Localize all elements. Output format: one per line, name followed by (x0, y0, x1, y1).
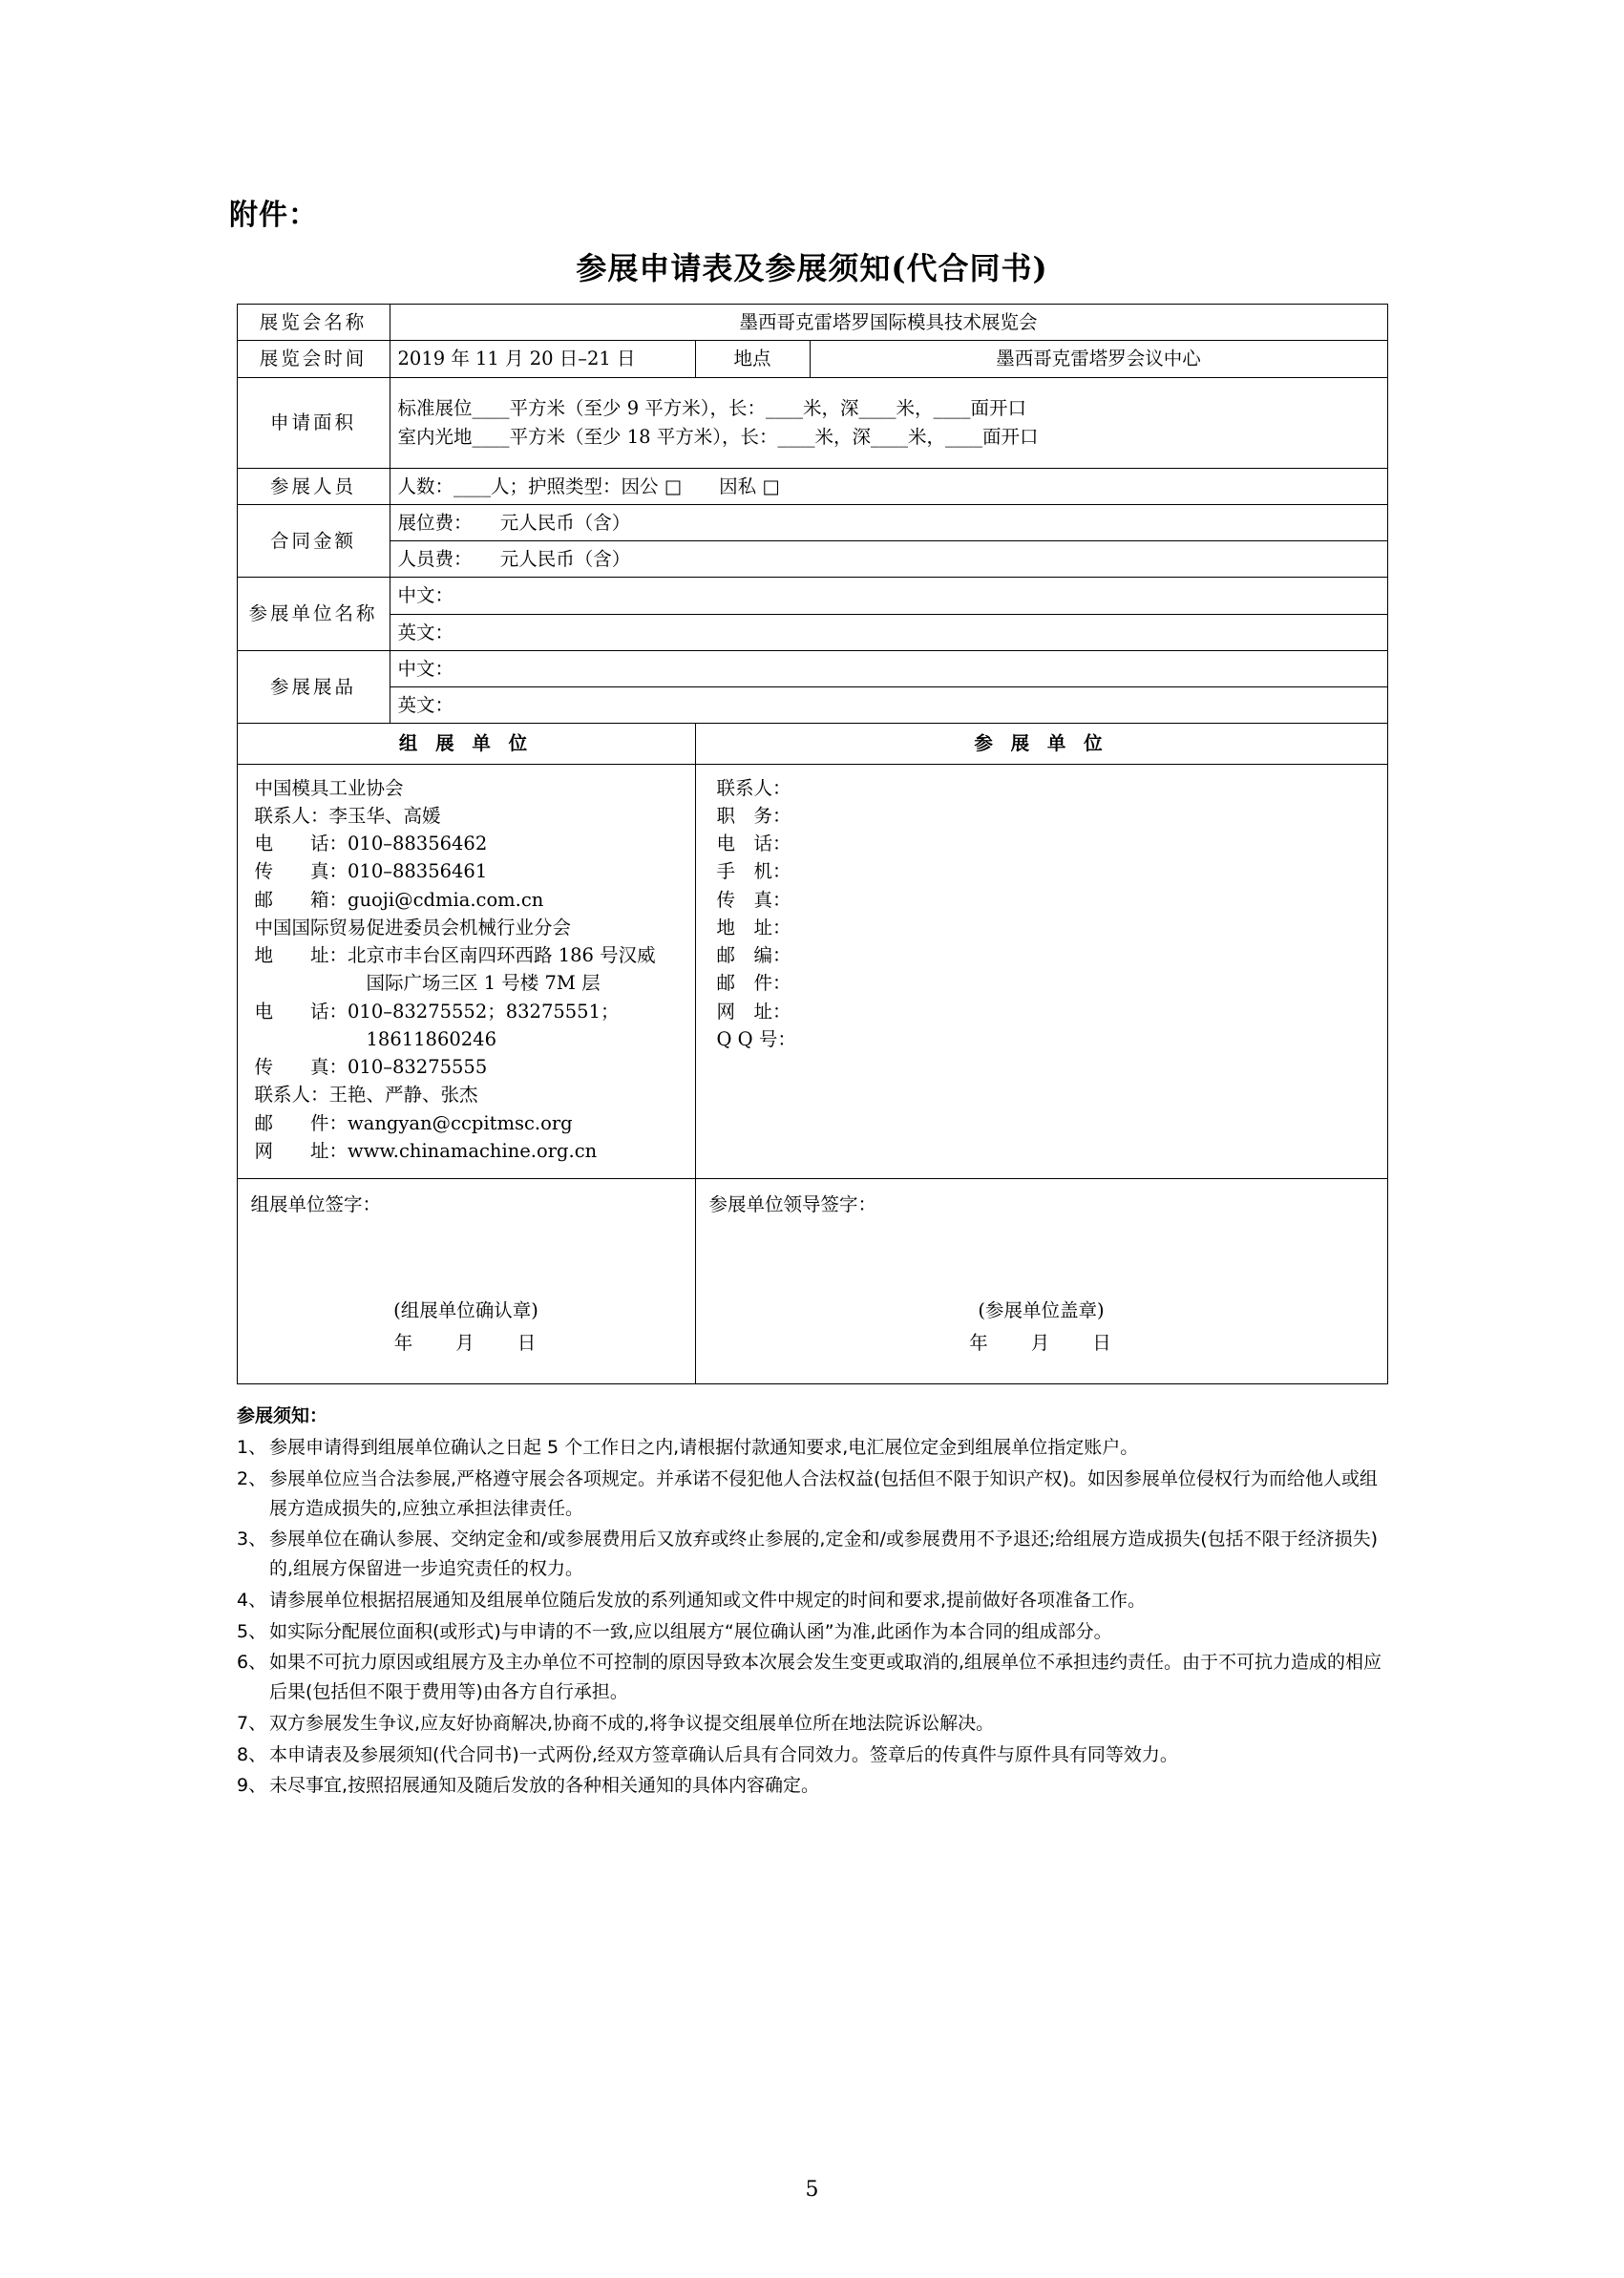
notice-item-number: 1、 (237, 1437, 267, 1458)
exhibitor-field-qq: Q Q 号： (716, 1027, 796, 1050)
organizer-line: 联系人：王艳、严静、张杰 (254, 1084, 478, 1107)
organizer-line: 电 话：010–83275552；83275551； (254, 1000, 620, 1023)
organizer-line: 传 真：010–88356461 (254, 860, 488, 883)
expo-time-value: 2019 年 11 月 20 日–21 日 (390, 341, 695, 377)
exhibitor-field-zip: 邮 编： (716, 944, 791, 966)
organizer-line: 邮 箱：guoji@cdmia.com.cn (254, 888, 544, 911)
notice-item-text: 参展申请得到组展单位确认之日起 5 个工作日之内,请根据付款通知要求,电汇展位定金到组展单位指定账户。 (269, 1437, 1139, 1458)
exhibitor-field-title: 职 务： (716, 804, 791, 827)
exhibitor-section-header: 参 展 单 位 (695, 724, 1387, 764)
notice-item-text: 参展单位应当合法参展,严格遵守展会各项规定。并承诺不侵犯他人合法权益(包括但不限于知识产权)。如因参展单位侵权行为而给他人或组展方造成损失的,应独立承担法律责任。 (269, 1467, 1378, 1519)
exhibitor-fields-block (695, 764, 1387, 1179)
table-row (237, 504, 1387, 540)
exhibit-en: 英文： (390, 687, 1387, 724)
unit-name-label: 参展单位名称 (237, 578, 390, 651)
organizer-line: 网 址：www.chinamachine.org.cn (254, 1139, 598, 1162)
notice-item (237, 1648, 1387, 1707)
attendees-label: 参展人员 (237, 468, 390, 504)
notice-item-number: 6、 (237, 1652, 267, 1674)
organizer-line: 联系人：李玉华、高媛 (254, 804, 441, 827)
exhibitor-date-line: 年 月 日 (969, 1331, 1113, 1354)
notice-item-number: 8、 (237, 1743, 267, 1765)
notice-item-text: 如实际分配展位面积(或形式)与申请的不一致,应以组展方“展位确认函”为准,此函作为本合同的组成部分。 (269, 1620, 1112, 1642)
unit-name-en: 英文： (390, 614, 1387, 650)
organizer-line: 中国国际贸易促进委员会机械行业分会 (254, 916, 572, 939)
attendees-value: 人数：____人；护照类型：因公 □ 因私 □ (390, 468, 1387, 504)
exhibitor-field-contact: 联系人： (716, 776, 791, 799)
attachment-label: 附件： (229, 199, 318, 232)
notice-item (237, 1617, 1387, 1647)
organizer-seal-label: (组展单位确认章) (393, 1299, 538, 1322)
apply-area-value (390, 377, 1387, 468)
notice-item (237, 1740, 1387, 1770)
expo-place-value: 墨西哥克雷塔罗会议中心 (810, 341, 1387, 377)
notice-item-text: 双方参展发生争议,应友好协商解决,协商不成的,将争议提交组展单位所在地法院诉讼解决。 (269, 1712, 995, 1734)
notice-item-text: 未尽事宜,按照招展通知及随后发放的各种相关通知的具体内容确定。 (269, 1775, 820, 1797)
organizer-line: 电 话：010–88356462 (254, 833, 488, 854)
exhibitor-seal-label: (参展单位盖章) (978, 1299, 1105, 1322)
notice-item-text: 如果不可抗力原因或组展方及主办单位不可控制的原因导致本次展会发生变更或取消的,组展单位不承担违约责任。由于不可抗力造成的相应后果(包括但不限于费用等)由各方自行承担。 (269, 1652, 1382, 1703)
table-row (237, 578, 1387, 614)
table-row (237, 764, 1387, 1179)
notice-item (237, 1433, 1387, 1463)
notice-item-number: 9、 (237, 1775, 267, 1797)
organizer-contact-block (237, 764, 695, 1179)
expo-name-label: 展览会名称 (237, 305, 390, 341)
table-row (237, 1179, 1387, 1384)
organizer-date-line: 年 月 日 (393, 1331, 538, 1354)
exhibit-label: 参展展品 (237, 650, 390, 724)
organizer-line: 18611860246 (254, 1027, 496, 1050)
exhibitor-field-email: 邮 件： (716, 972, 791, 995)
table-row (237, 724, 1387, 764)
notice-item (237, 1771, 1387, 1801)
exhibitor-field-mobile: 手 机： (716, 860, 791, 883)
organizer-line: 传 真：010–83275555 (254, 1056, 488, 1078)
exhibitor-field-fax: 传 真： (716, 888, 791, 911)
notice-item-number: 2、 (237, 1467, 267, 1489)
page-number: 5 (805, 2178, 819, 2202)
exhibitor-field-website: 网 址： (716, 1000, 791, 1023)
notice-item-number: 5、 (237, 1620, 267, 1642)
organizer-signature-cell (237, 1179, 695, 1384)
organizer-line: 国际广场三区 1 号楼 7M 层 (254, 972, 601, 995)
notice-title: 参展须知： (237, 1405, 328, 1426)
table-row (237, 541, 1387, 578)
notice-item-text: 参展单位在确认参展、交纳定金和/或参展费用后又放弃或终止参展的,定金和/或参展费用不予退还;给组展方造成损失(包括不限于经济损失)的,组展方保留进一步追究责任的权力。 (269, 1529, 1379, 1580)
organizer-section-header: 组 展 单 位 (237, 724, 695, 764)
booth-fee-value: 展位费： 元人民币（含） (390, 504, 1387, 540)
notice-item (237, 1709, 1387, 1739)
table-row (237, 305, 1387, 341)
contract-amount-label: 合同金额 (237, 504, 390, 578)
notice-item (237, 1525, 1387, 1584)
table-row (237, 614, 1387, 650)
exhibit-cn: 中文： (390, 650, 1387, 686)
notice-item-number: 4、 (237, 1589, 267, 1611)
expo-place-label: 地点 (695, 341, 810, 377)
table-row (237, 341, 1387, 377)
notice-item-text: 本申请表及参展须知(代合同书)一式两份,经双方签章确认后具有合同效力。签章后的传真件与原件具有同等效力。 (269, 1743, 1178, 1765)
expo-time-label: 展览会时间 (237, 341, 390, 377)
table-row (237, 468, 1387, 504)
notice-item-number: 7、 (237, 1712, 267, 1734)
table-row (237, 650, 1387, 686)
notice-item-text: 请参展单位根据招展通知及组展单位随后发放的系列通知或文件中规定的时间和要求,提前做好各项准备工作。 (269, 1589, 1147, 1611)
notice-item-number: 3、 (237, 1529, 267, 1550)
notice-item (237, 1586, 1387, 1615)
apply-area-line-raw: 室内光地____平方米（至少 18 平方米），长：____米，深____米，____面开口 (397, 425, 1039, 448)
table-row (237, 377, 1387, 468)
unit-name-cn: 中文： (390, 578, 1387, 614)
page-title: 参展申请表及参展须知(代合同书) (576, 250, 1048, 286)
apply-area-label: 申请面积 (237, 377, 390, 468)
application-form-table (237, 304, 1388, 1384)
person-fee-value: 人员费： 元人民币（含） (390, 541, 1387, 578)
notice-section (237, 1402, 1387, 1801)
organizer-line: 邮 件：wangyan@ccpitmsc.org (254, 1111, 573, 1134)
exhibitor-signature-cell (695, 1179, 1387, 1384)
organizer-line: 中国模具工业协会 (254, 776, 404, 799)
notice-item (237, 1465, 1387, 1524)
expo-name-value: 墨西哥克雷塔罗国际模具技术展览会 (390, 305, 1387, 341)
apply-area-line-standard: 标准展位____平方米（至少 9 平方米），长：____米，深____米，____面开口 (397, 397, 1027, 420)
exhibitor-field-phone: 电 话： (716, 833, 791, 854)
organizer-signature-label: 组展单位签字： (250, 1193, 382, 1215)
table-row (237, 687, 1387, 724)
exhibitor-field-address: 地 址： (716, 916, 791, 939)
exhibitor-signature-label: 参展单位领导签字： (708, 1193, 877, 1215)
organizer-line: 地 址：北京市丰台区南四环西路 186 号汉威 (254, 944, 656, 966)
